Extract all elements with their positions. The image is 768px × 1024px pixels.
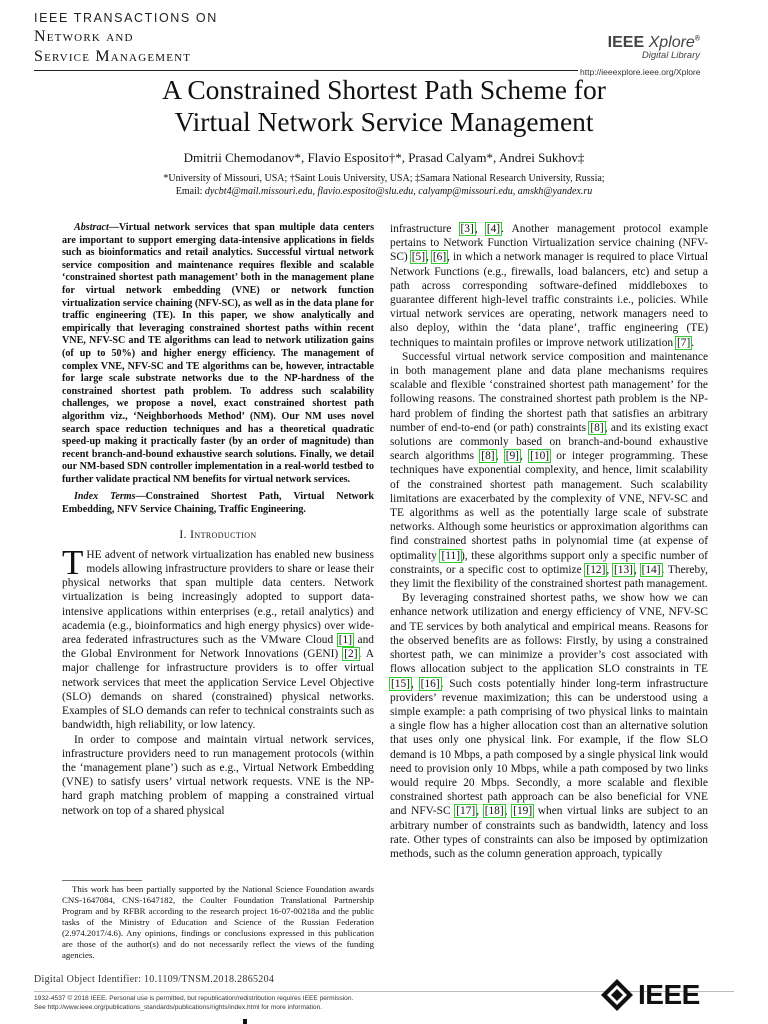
abstract-label: Abstract <box>74 222 109 233</box>
page-marker <box>243 1019 247 1024</box>
citation-link[interactable]: [8] <box>590 421 604 434</box>
xplore-brand-a: IEEE <box>607 34 645 51</box>
intro-lead-word: HE <box>86 548 102 561</box>
footnote-rule <box>62 880 142 881</box>
citation-link[interactable]: [19] <box>513 805 533 818</box>
citation-link[interactable]: [12] <box>586 563 606 576</box>
ieee-xplore-logo: IEEE Xplore® Digital Library <box>607 34 700 61</box>
abstract <box>62 222 374 486</box>
paper-title-line2: Virtual Network Service Management <box>174 106 594 137</box>
paper-title <box>0 74 768 138</box>
citation-link[interactable]: [11] <box>441 549 461 562</box>
copyright-line1: 1932-4537 © 2018 IEEE. Personal use is permitted, but republication/redistribution requires IEEE permission. <box>34 995 354 1002</box>
header-rule <box>34 70 578 71</box>
funding-footnote: This work has been partially supported by the National Science Foundation awards CNS-1647084, CNS-1647182, the Coulter Foundation Translational Partnership Program and by RFBR according to the research project 16-07-00218a and the public tasks of the Ministry of Education and Science of the Russian Federation (2.974.2017/4.6). Any opinions, findings or conclusions expressed in this publication are those of the author(s) and do not necessarily reflect the views of the funding agencies. <box>62 884 374 960</box>
citation-link[interactable]: [18] <box>484 805 504 818</box>
journal-name-line1: IEEE TRANSACTIONS ON <box>34 11 218 25</box>
doi-line: Digital Object Identifier: 10.1109/TNSM.2018.2865204 <box>34 974 275 985</box>
section-heading-introduction: I. Introduction <box>179 528 257 541</box>
citation-link[interactable]: [13] <box>613 563 633 576</box>
xplore-brand-b: Xplore <box>648 34 695 51</box>
intro-paragraph-1 <box>62 542 374 733</box>
paper-title-line1: A Constrained Shortest Path Scheme for <box>162 74 606 105</box>
drop-cap: T <box>62 542 84 582</box>
copyright-line2: See http://www.ieee.org/publications_standards/publications/rights/index.html for more information. <box>34 1003 323 1011</box>
affiliation-line: *University of Missouri, USA; †Saint Louis University, USA; ‡Samara National Research University, Russia; <box>163 173 605 184</box>
intro-paragraph-2: In order to compose and maintain virtual network services, infrastructure providers need to run management protocols (within the ‘management plane’) such as e.g., Virtual Network Embedding (VNE) to satisfy users’ virtual network requests. VNE is the NP-hard graph matching problem of mapping a constrained virtual network on top of a shared physical <box>62 733 374 817</box>
citation-link[interactable]: [7] <box>676 336 691 349</box>
citation-link[interactable]: [6] <box>432 251 447 264</box>
citation-link[interactable]: [3] <box>460 223 474 235</box>
ieee-logo-text: IEEE <box>638 979 700 1010</box>
journal-name-line3: Service Management <box>34 48 192 65</box>
index-terms <box>62 491 374 516</box>
citation-link[interactable]: [8] <box>481 450 495 463</box>
right-column <box>390 222 708 861</box>
paper-affiliations <box>0 172 768 198</box>
citation-link[interactable]: [9] <box>505 450 519 463</box>
right-paragraph-3: By leveraging constrained shortest paths, we show how we can enhance network utilization and energy efficiency of VNE, NFV-SC and TE services by both analytical and empirical means. Reasons for the observed benefits are as follows: Firstly, by using a constrained shortest path, we can minimize a provider’s cost associated with flows allocation subject to the application SLO constraints in TE [15], [16]. Such costs potentially hinder long-term infrastructure providers’ revenue maximization; this can be understood using a simple example: a path comprising of two physical links to maintain a single flow has a higher allocation cost than an alternative solution that uses only one physical link. For example, if the flow SLO demand is 10 Mbps, a path composed by a single physical link would need to provision only 10 Mbps, while a path composed by two links would require 20 Mbps. Secondly, a more scalable and flexible constrained shortest path approach can be also beneficial for VNE and NFV-SC [17], [18], [19] when virtual links are subject to an arbitrary number of constraints such as bandwidth, latency and loss rate. Other types of constraints can also be imposed by optimization methods, such as the column generation approach, typically <box>390 592 708 860</box>
right-paragraph-1: infrastructure [3], [4]. Another management protocol example pertains to Network Function Virtualization service chaining (NFV-SC) [5], [6], in which a network manager is required to place Virtual Network Functions (e.g., firewalls, load balancers, etc) and setup a path across corresponding software-defined middleboxes to guarantee different high-level traffic constraints i.e., policies. While virtual network services are operating, network managers need to also deploy, within the ‘data plane’, traffic engineering (TE) techniques to maintain profiles or improve network utilization [7]. <box>390 223 708 349</box>
xplore-url[interactable]: http://ieeexplore.ieee.org/Xplore <box>580 67 701 77</box>
email-label: Email: <box>175 186 203 197</box>
citation-link[interactable]: [16] <box>420 677 440 690</box>
citation-link[interactable]: [1] <box>338 634 353 647</box>
xplore-subtitle: Digital Library <box>641 50 700 61</box>
intro-paragraph-1-text: advent of network virtualization has enabled new business models allowing infrastructure providers to share or lease their physical networks that span multiple data centers. Network virtualization is being increasingly adopted to support data-intensive applications within enterprises (e.g., retail analytics) and academia (e.g., bioinformatics and high energy physics) over wide-area federated infrastructures such as the VMware Cloud [1] and the Global Environment for Network Innovations (GENI) [2]. A major challenge for infrastructure providers is to offer virtual network services that meet the application Service Level Objective (SLO) demands on shared (constrained) physical networks. Examples of SLO demands can refer to technical constraints such as bandwidth, high reliability, or low latency. <box>62 548 374 732</box>
citation-link[interactable]: [15] <box>391 677 410 690</box>
abstract-text: —Virtual network services that span multiple data centers are important to support emerging data-intensive applications in fields such as bioinformatics and retail analytics. Successful virtual network service composition and maintenance requires flexible and scalable ‘constrained shortest path management’ both in the management plane for virtual network embedding (VNE) or network function virtualization service chaining (NFV-SC), as well as in the data plane for traffic engineering (TE). In this paper, we show analytically and empirically that leveraging constrained shortest paths within recent VNE, NFV-SC and TE algorithms can lead to network utilization gains (of up to 50%) and higher energy efficiency. The management of complex VNE, NFV-SC and TE algorithms can be, however, intractable for large scale substrate networks due to the NP-hardness of the constrained shortest path problem. To address such scalability challenges, we propose a novel, exact constrained shortest path algorithm viz., ‘Neighborhoods Method’ (NM). Our NM uses novel search space reduction techniques and has a theoretical quadratic speed-up making it practically faster (by an order of magnitude) than recent branch-and-bound exhaustive search solutions. Finally, we detail our NM-based SDN controller implementation in a real-world testbed to further validate practical NM benefits for virtual network services. <box>62 222 374 485</box>
citation-link[interactable]: [2] <box>344 648 358 661</box>
ieee-diamond-icon <box>600 978 634 1012</box>
citation-link[interactable]: [17] <box>456 805 476 818</box>
author-emails: dycbt4@mail.missouri.edu, flavio.esposito@slu.edu, calyamp@missouri.edu, amskh@yandex.ru <box>204 186 593 197</box>
index-terms-text: —Constrained Shortest Path, Virtual Network Embedding, NFV Service Chaining, Traffic Engineering. <box>62 491 374 516</box>
citation-link[interactable]: [4] <box>486 223 501 235</box>
paper-authors: Dmitrii Chemodanov*, Flavio Esposito†*, Prasad Calyam*, Andrei Sukhov‡ <box>183 150 585 165</box>
citation-link[interactable]: [10] <box>530 450 550 463</box>
index-terms-label: Index Terms <box>74 491 136 503</box>
ieee-logo <box>600 978 700 1012</box>
journal-name-line2: Network and <box>34 28 134 45</box>
left-column <box>62 222 374 818</box>
right-paragraph-2: Successful virtual network service composition and maintenance in both management plane and data plane mechanisms requires scalable and flexible ‘constrained shortest path management’ for the following reasons. The constrained shortest path problem is the NP-hard problem of finding the shortest path that satisfies an arbitrary number of end-to-end (or path) constraints [8], and its existing exact solutions are commonly based on branch-and-bound exhaustive search algorithms [8], [9], [10] or integer programming. These techniques have exponential complexity, and hence, limit scalability of the constrained shortest path management. Such scalability limitations are exacerbated by the complexity of VNE, NFV-SC and TE algorithms as well as the potentially large scale of substrate networks. Although some heuristics or approximation algorithms can find constrained shortest paths in polynomial time (at expense of optimality [11]), these algorithms support only a specific number of constraints, or a specific cost to optimize [12], [13], [14]. Thereby, they limit the flexibility of the constrained shortest path management. <box>390 350 708 591</box>
copyright-notice <box>34 995 353 1012</box>
citation-link[interactable]: [14] <box>641 563 661 576</box>
citation-link[interactable]: [5] <box>411 251 426 264</box>
